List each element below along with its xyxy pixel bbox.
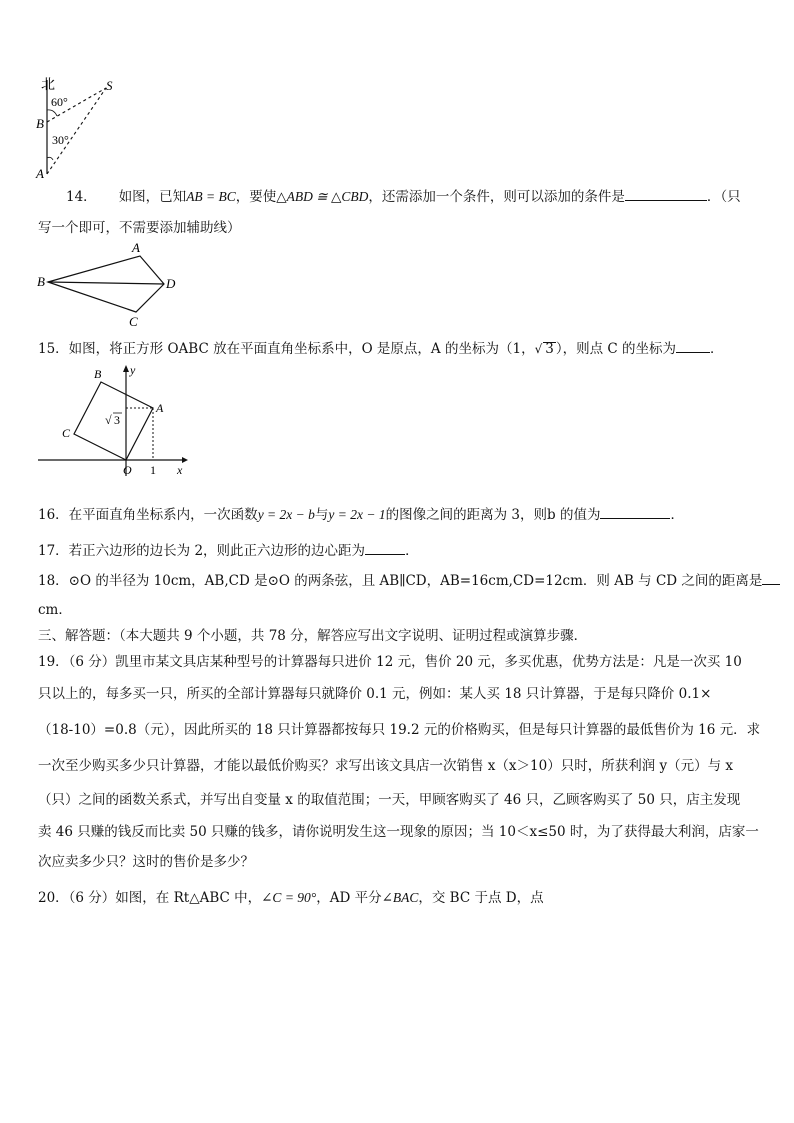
q20-text-1: 20．（6 分）如图，在 Rt△ABC 中， [38,890,262,906]
label-b: B [94,367,102,381]
kite-figure [36,240,186,330]
q14-text-1: 如图，已知 [118,189,187,205]
q17-text-2: ． [405,543,419,559]
y-axis-arrow [123,365,129,372]
label-b: B [37,274,45,289]
section-3-heading: 三、解答题：（本大题共 9 个小题，共 78 分，解答应写出文字说明、证明过程或演算步骤． [38,628,588,644]
label-angle-30: 30° [52,133,69,147]
question-19-line-1: 19．（6 分）凯里市某文具店某种型号的计算器每只进价 12 元，售价 20 元，多买优惠，优势方法是：凡是一次买 10 [38,654,742,670]
label-angle-60: 60° [51,95,68,109]
question-14 [66,186,741,207]
q18-text-1: 18．⊙O 的半径为 10cm，AB,CD 是⊙O 的两条弦，且 AB∥CD，AB=16cm,CD=12cm．则 AB 与 CD 之间的距离是 [38,573,763,589]
question-17 [38,540,419,561]
q16-text-4: ． [670,507,684,523]
q18-answer-blank[interactable] [762,570,780,585]
q14-math-2: △ABD ≅ △CBD [276,189,369,204]
label-a: A [36,166,44,180]
question-19-line-6: 卖 46 只赚的钱反而比卖 50 只赚的钱多，请你说明发生这一现象的原因；当 10＜x≤50 时，为了获得最大利润，店家一 [38,824,759,840]
label-sqrt3: 3 [114,413,120,427]
question-18 [38,570,780,591]
q17-text-1: 17．若正六边形的边长为 2，则此正六边形的边心距为 [38,543,366,559]
q14-math-1: AB = BC [186,189,236,204]
coordinate-figure [34,362,194,480]
q16-text-3: 的图像之间的距离为 3，则b 的值为 [385,507,601,523]
label-s: S [106,78,113,93]
label-d: D [166,276,176,291]
q15-text-3: ． [710,341,724,357]
q20-text-3: ，交 BC 于点 D，点 [418,890,544,906]
question-19-line-2: 只以上的，每多买一只，所买的全部计算器每只就降价 0.1 元，例如：某人买 18 只计算器，于是每只降价 0.1× [38,686,712,702]
q20-math-2: ∠BAC [381,890,419,905]
q16-math-1: y = 2x − b [257,507,315,522]
question-19-line-7: 次应卖多少只？这时的售价是多少？ [38,854,254,870]
q16-answer-blank[interactable] [600,504,670,519]
q14-text-4: ．（只 [706,189,741,205]
question-15: 15．如图，将正方形 OABC 放在平面直角坐标系中，O 是原点，A 的坐标为（1，√ 3 ），则点 C 的坐标为 ． [38,338,724,359]
q14-text-3: ，还需添加一个条件，则可以添加的条件是 [368,189,625,205]
q20-text-2: ，AD 平分 [316,890,382,906]
bearing-figure [30,76,130,180]
sqrt-symbol: √ [105,413,112,427]
label-a: A [132,240,140,255]
q14-number: 14． [66,189,97,205]
question-18-line-2: cm． [38,602,72,618]
label-b: B [36,116,44,131]
q17-answer-blank[interactable] [365,540,405,555]
q14-text-2: ，要使 [235,189,277,205]
label-y: y [130,363,136,377]
angle-arc-top [47,110,57,116]
question-20 [38,888,544,908]
question-19-line-4: 一次至少购买多少只计算器，才能以最低价购买？求写出该文具店一次销售 x（x＞10）只时，所获利润 y（元）与 x [38,758,734,774]
q15-answer-blank[interactable] [676,338,710,353]
q15-text-2: ），则点 C 的坐标为 [555,341,676,357]
q14-answer-blank[interactable] [625,186,707,201]
q16-text-1: 16．在平面直角坐标系内，一次函数 [38,507,258,523]
label-c: C [62,426,71,440]
diagonal-bd [48,282,164,284]
label-x: x [177,463,183,477]
q16-math-2: y = 2x − 1 [328,507,386,522]
q15-text-1: 15．如图，将正方形 OABC 放在平面直角坐标系中，O 是原点，A 的坐标为（1， [38,341,535,357]
label-one: 1 [150,463,156,477]
label-north: 北 [41,78,55,93]
q16-text-2: 与 [314,507,329,523]
x-axis-arrow [182,457,188,463]
question-16 [38,504,684,525]
q20-math-1: ∠C = 90° [261,890,317,905]
question-19-line-3: （18-10）=0.8（元），因此所买的 18 只计算器都按每只 19.2 元的价格购买，但是每只计算器的最低售价为 16 元．求 [38,722,761,738]
question-14-line-2: 写一个即可，不需要添加辅助线） [38,220,241,236]
label-c: C [129,314,138,329]
q15-sqrt-value: 3 [545,341,554,357]
label-o: O [123,463,132,477]
angle-arc-bottom [47,157,53,160]
label-a: A [156,401,164,415]
question-19-line-5: （只）之间的函数关系式，并写出自变量 x 的取值范围；一天，甲顾客购买了 46 只，乙顾客购买了 50 只，店主发现 [38,792,741,808]
